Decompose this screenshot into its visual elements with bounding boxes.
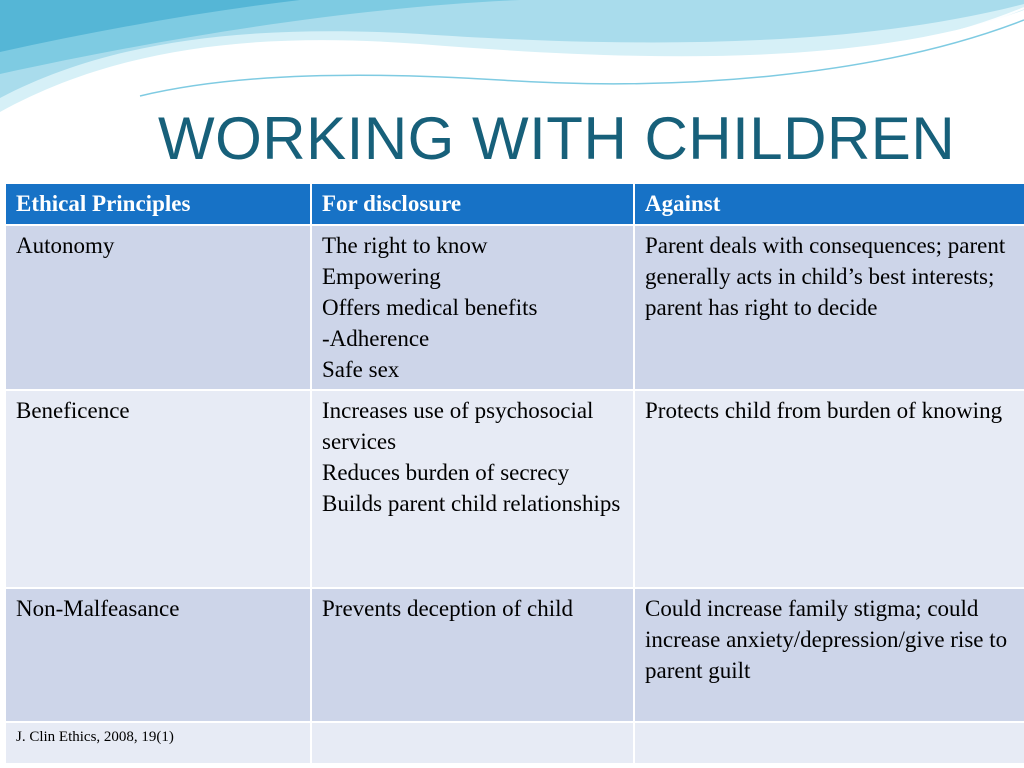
empty-cell: [311, 722, 634, 764]
for-item: Empowering: [322, 264, 441, 289]
principle-cell: Beneficence: [5, 390, 311, 588]
against-cell: Parent deals with consequences; parent generally acts in child’s best interests; parent has right to decide: [634, 225, 1024, 390]
slide-title: WORKING WITH CHILDREN: [158, 105, 956, 172]
for-item: Increases use of psychosocial services: [322, 398, 594, 454]
for-item: Reduces burden of secrecy: [322, 460, 570, 485]
wave-decoration: [0, 0, 1024, 115]
against-cell: Could increase family stigma; could increase anxiety/depression/give rise to parent guilt: [634, 588, 1024, 722]
citation-cell: J. Clin Ethics, 2008, 19(1): [5, 722, 311, 764]
table-row-autonomy: [5, 225, 1024, 390]
for-item: The right to know: [322, 233, 488, 258]
table-header-row: [5, 183, 1024, 225]
for-item: Offers medical benefits: [322, 295, 538, 320]
principle-cell: Non-Malfeasance: [5, 588, 311, 722]
header-for-disclosure: For disclosure: [311, 183, 634, 225]
principle-cell: Autonomy: [5, 225, 311, 390]
ethics-table: [4, 182, 1024, 765]
for-disclosure-cell: [311, 390, 634, 588]
empty-cell: [634, 722, 1024, 764]
for-item: Builds parent child relationships: [322, 491, 621, 516]
for-disclosure-cell: [311, 225, 634, 390]
for-item: Safe sex: [322, 357, 400, 382]
table-row-non-malfeasance: [5, 588, 1024, 722]
for-item: Prevents deception of child: [322, 596, 574, 621]
table-row-citation: [5, 722, 1024, 764]
header-against: Against: [634, 183, 1024, 225]
against-cell: Protects child from burden of knowing: [634, 390, 1024, 588]
table-row-beneficence: [5, 390, 1024, 588]
for-disclosure-cell: [311, 588, 634, 722]
header-ethical-principles: Ethical Principles: [5, 183, 311, 225]
for-item: -Adherence: [322, 326, 430, 351]
